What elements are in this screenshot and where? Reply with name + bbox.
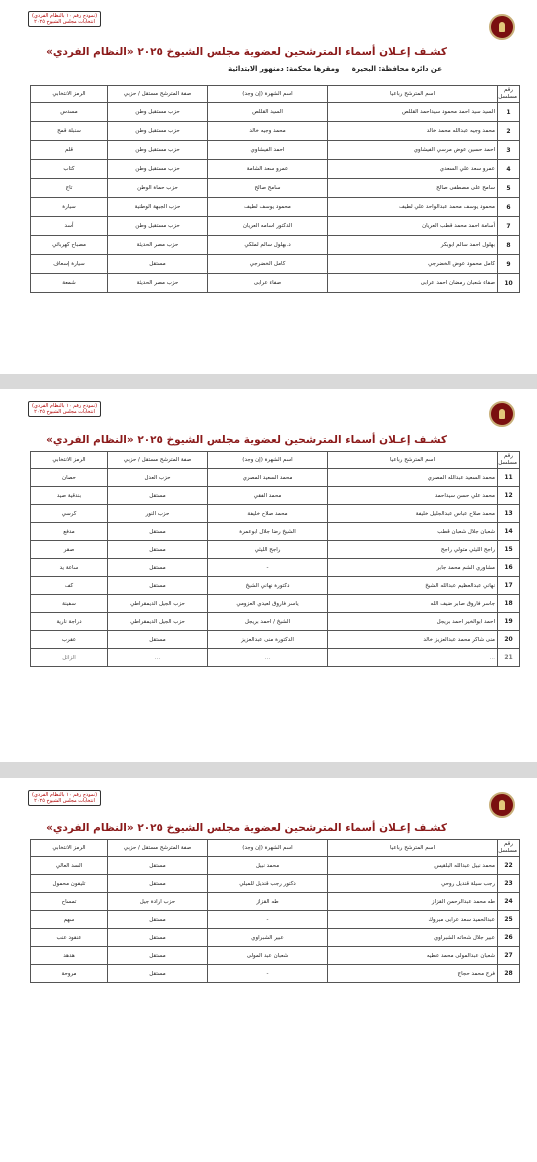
table-row: [31, 255, 520, 274]
column-header: صفة المترشح مستقل / حزبي: [108, 840, 208, 857]
page-title: كشـف إعـلان أسماء المترشحين لعضوية مجلس الشيوخ ٢٠٢٥ «النظام الفردي»: [46, 46, 447, 58]
column-header: اسم المترشح رباعيا: [328, 840, 498, 857]
eagle-logo-icon: [489, 14, 515, 40]
name-cell: طه محمد عبدالرحمن القزاز: [328, 893, 498, 911]
nickname-cell: الشيخ رضا جلال ابوعمرة: [208, 523, 328, 541]
column-header: الرمز الانتخابي: [31, 840, 108, 857]
table-row: [31, 487, 520, 505]
serial-cell: 18: [498, 595, 520, 613]
symbol-cell: سنبلة قمح: [31, 122, 108, 141]
column-header: اسم الشهرة (إن وجد): [208, 86, 328, 103]
table-row: [31, 236, 520, 255]
serial-cell: 9: [498, 255, 520, 274]
nickname-cell: عمرو سعد الشامة: [208, 160, 328, 179]
serial-cell: 11: [498, 469, 520, 487]
symbol-cell: مدفع: [31, 523, 108, 541]
page-title: كشـف إعـلان أسماء المترشحين لعضوية مجلس الشيوخ ٢٠٢٥ «النظام الفردي»: [46, 434, 447, 446]
symbol-cell: ساعة يد: [31, 559, 108, 577]
candidates-table: [30, 451, 520, 667]
serial-cell: 19: [498, 613, 520, 631]
table-row: [31, 505, 520, 523]
name-cell: عمرو سعد علي السعدي: [328, 160, 498, 179]
symbol-cell: هدهد: [31, 947, 108, 965]
affiliation-cell: مستقل: [108, 965, 208, 983]
table-row: [31, 559, 520, 577]
stamp-line-2: انتخابات مجلس الشيوخ ٢٠٢٥: [34, 409, 95, 415]
stamp-line-1: (نموذج رقم ١٠ بالنظام الفردي): [32, 792, 98, 798]
name-cell: محمد وجيه عبدالله محمد خالد: [328, 122, 498, 141]
symbol-cell: عنقود عنب: [31, 929, 108, 947]
table-row: [31, 649, 520, 667]
symbol-cell: بندقية صيد: [31, 487, 108, 505]
column-header: رقم مسلسل: [498, 452, 520, 469]
column-header: صفة المترشح مستقل / حزبي: [108, 86, 208, 103]
name-cell: بهلول احمد سالم ابوبكر: [328, 236, 498, 255]
name-cell: السيد سيد احمد محمود سيداحمد القللص: [328, 103, 498, 122]
table-row: [31, 595, 520, 613]
nickname-cell: صفاء عرابى: [208, 274, 328, 293]
affiliation-cell: حزب الجيل الديمقراطي: [108, 613, 208, 631]
nickname-cell: الدكتورة منى عبدالعزيز: [208, 631, 328, 649]
serial-cell: 3: [498, 141, 520, 160]
serial-cell: 22: [498, 857, 520, 875]
affiliation-cell: مستقل: [108, 947, 208, 965]
table-row: [31, 613, 520, 631]
name-cell: راجح الليثي متولي راجح: [328, 541, 498, 559]
symbol-cell: عقرب: [31, 631, 108, 649]
form-stamp: [28, 790, 101, 806]
serial-cell: 7: [498, 217, 520, 236]
nickname-cell: سامح صالح: [208, 179, 328, 198]
page-title: كشـف إعـلان أسماء المترشحين لعضوية مجلس الشيوخ ٢٠٢٥ «النظام الفردي»: [46, 822, 447, 834]
serial-cell: 6: [498, 198, 520, 217]
serial-cell: 25: [498, 911, 520, 929]
serial-cell: 2: [498, 122, 520, 141]
nickname-cell: محمود يوسف لطيف: [208, 198, 328, 217]
table-row: [31, 523, 520, 541]
document-page-2: [0, 389, 537, 762]
serial-cell: 13: [498, 505, 520, 523]
symbol-cell: سيارة إسعاف: [31, 255, 108, 274]
affiliation-cell: حزب الجبهة الوطنية: [108, 198, 208, 217]
affiliation-cell: حزب حماة الوطن: [108, 179, 208, 198]
nickname-cell: د.بهلول سالم لملكي: [208, 236, 328, 255]
symbol-cell: أسد: [31, 217, 108, 236]
symbol-cell: شمعة: [31, 274, 108, 293]
court-label: ومقرها محكمة: دمنهور الابتدائية: [228, 65, 340, 73]
affiliation-cell: مستقل: [108, 875, 208, 893]
name-cell: صفاء شعبان رمضان احمد عرابى: [328, 274, 498, 293]
name-cell: ...: [328, 649, 498, 667]
serial-cell: 28: [498, 965, 520, 983]
table-row: [31, 103, 520, 122]
symbol-cell: تاج: [31, 179, 108, 198]
name-cell: أسامة احمد محمد قطب العريان: [328, 217, 498, 236]
affiliation-cell: حزب مستقبل وطن: [108, 160, 208, 179]
serial-cell: 15: [498, 541, 520, 559]
table-row: [31, 274, 520, 293]
affiliation-cell: ...: [108, 649, 208, 667]
symbol-cell: مسدس: [31, 103, 108, 122]
form-stamp: [28, 11, 101, 27]
affiliation-cell: مستقل: [108, 559, 208, 577]
name-cell: محمد صلاح عباس عبدالجليل خليفة: [328, 505, 498, 523]
document-page-1: [0, 0, 537, 374]
name-cell: محمد نبيل عبدالله البلقيس: [328, 857, 498, 875]
name-cell: شعبان عبدالمولى محمد عطيه: [328, 947, 498, 965]
symbol-cell: السد العالي: [31, 857, 108, 875]
candidates-table: [30, 839, 520, 983]
nickname-cell: -: [208, 559, 328, 577]
symbol-cell: سهم: [31, 911, 108, 929]
name-cell: محمود يوسف محمد عبدالواحد علي لطيف: [328, 198, 498, 217]
symbol-cell: كف: [31, 577, 108, 595]
stamp-line-1: (نموذج رقم ١٠ بالنظام الفردي): [32, 13, 98, 19]
symbol-cell: كرسي: [31, 505, 108, 523]
table-row: [31, 469, 520, 487]
table-row: [31, 965, 520, 983]
nickname-cell: دكتورة نهاني الشيخ: [208, 577, 328, 595]
document-page-3: [0, 778, 537, 1162]
affiliation-cell: مستقل: [108, 857, 208, 875]
table-row: [31, 217, 520, 236]
affiliation-cell: حزب مستقبل وطن: [108, 141, 208, 160]
name-cell: مشاوري الشم محمد جابر: [328, 559, 498, 577]
name-cell: سامح على مصطفى صالح: [328, 179, 498, 198]
serial-cell: 20: [498, 631, 520, 649]
eagle-logo-icon: [489, 401, 515, 427]
stamp-line-2: انتخابات مجلس الشيوخ ٢٠٢٥: [34, 19, 95, 25]
column-header: رقم مسلسل: [498, 840, 520, 857]
name-cell: احمد ابوالخير احمد بريجل: [328, 613, 498, 631]
name-cell: كامل محمود عوض الخضرجي: [328, 255, 498, 274]
nickname-cell: الشيخ / احمد بريجل: [208, 613, 328, 631]
nickname-cell: راجح الليثي: [208, 541, 328, 559]
serial-cell: 8: [498, 236, 520, 255]
name-cell: نهاني عبدالعظيم عبدالله الشيخ: [328, 577, 498, 595]
nickname-cell: -: [208, 965, 328, 983]
nickname-cell: ياسر فاروق لعيدي العزومي: [208, 595, 328, 613]
stamp-line-1: (نموذج رقم ١٠ بالنظام الفردي): [32, 403, 98, 409]
affiliation-cell: مستقل: [108, 541, 208, 559]
symbol-cell: سفينة: [31, 595, 108, 613]
column-header: اسم المترشح رباعيا: [328, 452, 498, 469]
nickname-cell: محمد الفقي: [208, 487, 328, 505]
district-label: عن دائرة محافظة: البحيرة: [351, 65, 442, 73]
name-cell: منى شاكر محمد عبدالعزيز خالد: [328, 631, 498, 649]
affiliation-cell: مستقل: [108, 911, 208, 929]
serial-cell: 26: [498, 929, 520, 947]
table-row: [31, 893, 520, 911]
table-row: [31, 857, 520, 875]
affiliation-cell: حزب الجيل الديمقراطي: [108, 595, 208, 613]
table-row: [31, 179, 520, 198]
nickname-cell: دكتور رجب قنديل للميلي: [208, 875, 328, 893]
affiliation-cell: حزب ارادة جيل: [108, 893, 208, 911]
affiliation-cell: حزب مصر الحديثة: [108, 274, 208, 293]
symbol-cell: سيارة: [31, 198, 108, 217]
column-header: الرمز الانتخابي: [31, 86, 108, 103]
table-row: [31, 141, 520, 160]
column-header: اسم الشهرة (إن وجد): [208, 452, 328, 469]
affiliation-cell: مستقل: [108, 929, 208, 947]
table-row: [31, 929, 520, 947]
affiliation-cell: مستقل: [108, 577, 208, 595]
symbol-cell: تمساح: [31, 893, 108, 911]
affiliation-cell: حزب النور: [108, 505, 208, 523]
symbol-cell: صقر: [31, 541, 108, 559]
nickname-cell: محمد نبيل: [208, 857, 328, 875]
name-cell: جاسر فاروق صابر ضيف الله: [328, 595, 498, 613]
symbol-cell: مصباح كهربائي: [31, 236, 108, 255]
nickname-cell: -: [208, 911, 328, 929]
nickname-cell: ...: [208, 649, 328, 667]
column-header: اسم المترشح رباعيا: [328, 86, 498, 103]
column-header: صفة المترشح مستقل / حزبي: [108, 452, 208, 469]
affiliation-cell: حزب العدل: [108, 469, 208, 487]
symbol-cell: دراجة نارية: [31, 613, 108, 631]
stamp-line-2: انتخابات مجلس الشيوخ ٢٠٢٥: [34, 798, 95, 804]
symbol-cell: مروحة: [31, 965, 108, 983]
nickname-cell: محمد صلاح خليفة: [208, 505, 328, 523]
nickname-cell: الدكتور اسامه العريان: [208, 217, 328, 236]
symbol-cell: تليفون محمول: [31, 875, 108, 893]
table-header-row: [31, 452, 520, 469]
name-cell: شعبان جلال شعبان قطب: [328, 523, 498, 541]
serial-cell: 16: [498, 559, 520, 577]
symbol-cell: حصان: [31, 469, 108, 487]
nickname-cell: محمد وجيه خالد: [208, 122, 328, 141]
symbol-cell: كتاب: [31, 160, 108, 179]
name-cell: عبير جلال شحاته الشبراوي: [328, 929, 498, 947]
form-stamp: [28, 401, 101, 417]
affiliation-cell: مستقل: [108, 487, 208, 505]
serial-cell: 10: [498, 274, 520, 293]
table-row: [31, 631, 520, 649]
name-cell: رجب سيلة قنديل روحي: [328, 875, 498, 893]
name-cell: احمد حسين عوض مرسي الفيشاوي: [328, 141, 498, 160]
nickname-cell: شعبان عبد المولى: [208, 947, 328, 965]
serial-cell: 14: [498, 523, 520, 541]
affiliation-cell: حزب مصر الحديثة: [108, 236, 208, 255]
table-row: [31, 947, 520, 965]
name-cell: عبدالحميد سعد عرابى مبروك: [328, 911, 498, 929]
table-header-row: [31, 86, 520, 103]
nickname-cell: عبير الشبراوي: [208, 929, 328, 947]
table-row: [31, 875, 520, 893]
nickname-cell: احمد الفيشاوي: [208, 141, 328, 160]
column-header: الرمز الانتخابي: [31, 452, 108, 469]
serial-cell: 24: [498, 893, 520, 911]
name-cell: محمد علي حسن سيداحمد: [328, 487, 498, 505]
serial-cell: 12: [498, 487, 520, 505]
table-row: [31, 160, 520, 179]
candidates-table: [30, 85, 520, 293]
affiliation-cell: مستقل: [108, 631, 208, 649]
nickname-cell: السيد القللص: [208, 103, 328, 122]
eagle-logo-icon: [489, 792, 515, 818]
symbol-cell: الزائل: [31, 649, 108, 667]
name-cell: محمد السعيد عبدالله المصري: [328, 469, 498, 487]
district-line: [218, 65, 442, 73]
serial-cell: 21: [498, 649, 520, 667]
affiliation-cell: حزب مستقبل وطن: [108, 122, 208, 141]
column-header: اسم الشهرة (إن وجد): [208, 840, 328, 857]
serial-cell: 4: [498, 160, 520, 179]
name-cell: فرج محمد حجاج: [328, 965, 498, 983]
affiliation-cell: حزب مستقبل وطن: [108, 217, 208, 236]
symbol-cell: قلم: [31, 141, 108, 160]
serial-cell: 27: [498, 947, 520, 965]
serial-cell: 1: [498, 103, 520, 122]
affiliation-cell: حزب مستقبل وطن: [108, 103, 208, 122]
column-header: رقم مسلسل: [498, 86, 520, 103]
serial-cell: 17: [498, 577, 520, 595]
affiliation-cell: مستقل: [108, 255, 208, 274]
table-row: [31, 198, 520, 217]
serial-cell: 5: [498, 179, 520, 198]
nickname-cell: كامل الخضرجي: [208, 255, 328, 274]
nickname-cell: محمد السعيد المصري: [208, 469, 328, 487]
table-row: [31, 122, 520, 141]
affiliation-cell: مستقل: [108, 523, 208, 541]
nickname-cell: طه القزاز: [208, 893, 328, 911]
table-row: [31, 911, 520, 929]
table-row: [31, 577, 520, 595]
serial-cell: 23: [498, 875, 520, 893]
table-row: [31, 541, 520, 559]
table-header-row: [31, 840, 520, 857]
